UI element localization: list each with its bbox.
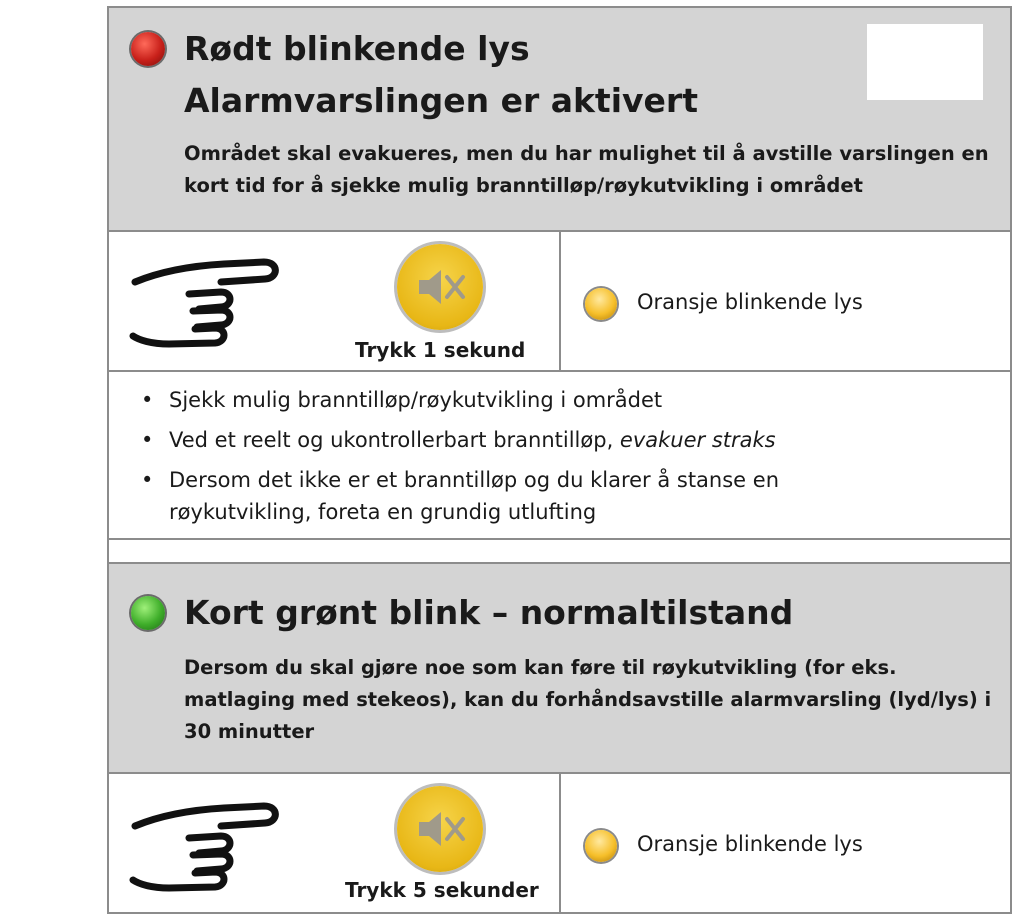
row-divider [559, 774, 561, 912]
green-normal-header [109, 562, 1010, 774]
red-title-line2: Alarmvarslingen er aktivert [184, 81, 698, 120]
orange-led-icon [585, 288, 617, 320]
pointing-hand-icon [129, 254, 281, 350]
green-title: Kort grønt blink – normaltilstand [184, 593, 794, 632]
instruction-card [107, 6, 1012, 914]
list-item: • Ved et reelt og ukontrollerbart branntilløp, evakuer straks [139, 424, 839, 456]
result-text: Oransje blinkende lys [637, 290, 863, 314]
red-led-icon [131, 32, 165, 66]
result-text: Oransje blinkende lys [637, 832, 863, 856]
mute-button-icon [397, 786, 483, 872]
spacer [109, 540, 1010, 562]
green-description: Dersom du skal gjøre noe som kan føre til røykutvikling (for eks. matlaging med stekeos), kan du forhåndsavstille alarmvarsling (lyd/lys) i 30 minutter [184, 656, 992, 743]
orange-led-icon [585, 830, 617, 862]
red-action-row [109, 232, 1010, 372]
press-duration-label: Trykk 1 sekund [355, 338, 526, 362]
blank-image-area [867, 24, 983, 100]
green-led-icon [131, 596, 165, 630]
list-item: • Dersom det ikke er et branntilløp og du klarer å stanse en røykutvikling, foreta en grundig utlufting [139, 464, 839, 528]
mute-button-icon [397, 244, 483, 330]
red-title-line1: Rødt blinkende lys [184, 29, 530, 68]
green-action-row [109, 774, 1010, 912]
red-description: Området skal evakueres, men du har mulighet til å avstille varslingen en kort tid for å sjekke mulig branntilløp/røykutvikling i området [184, 142, 989, 197]
speaker-mute-icon [397, 244, 483, 330]
press-duration-label: Trykk 5 sekunder [345, 878, 539, 902]
list-item: • Sjekk mulig branntilløp/røykutvikling i området [139, 384, 839, 416]
speaker-mute-icon [397, 786, 483, 872]
red-instructions-list [109, 372, 1010, 540]
pointing-hand-icon [129, 798, 281, 894]
red-alarm-header [109, 8, 1010, 232]
row-divider [559, 232, 561, 370]
